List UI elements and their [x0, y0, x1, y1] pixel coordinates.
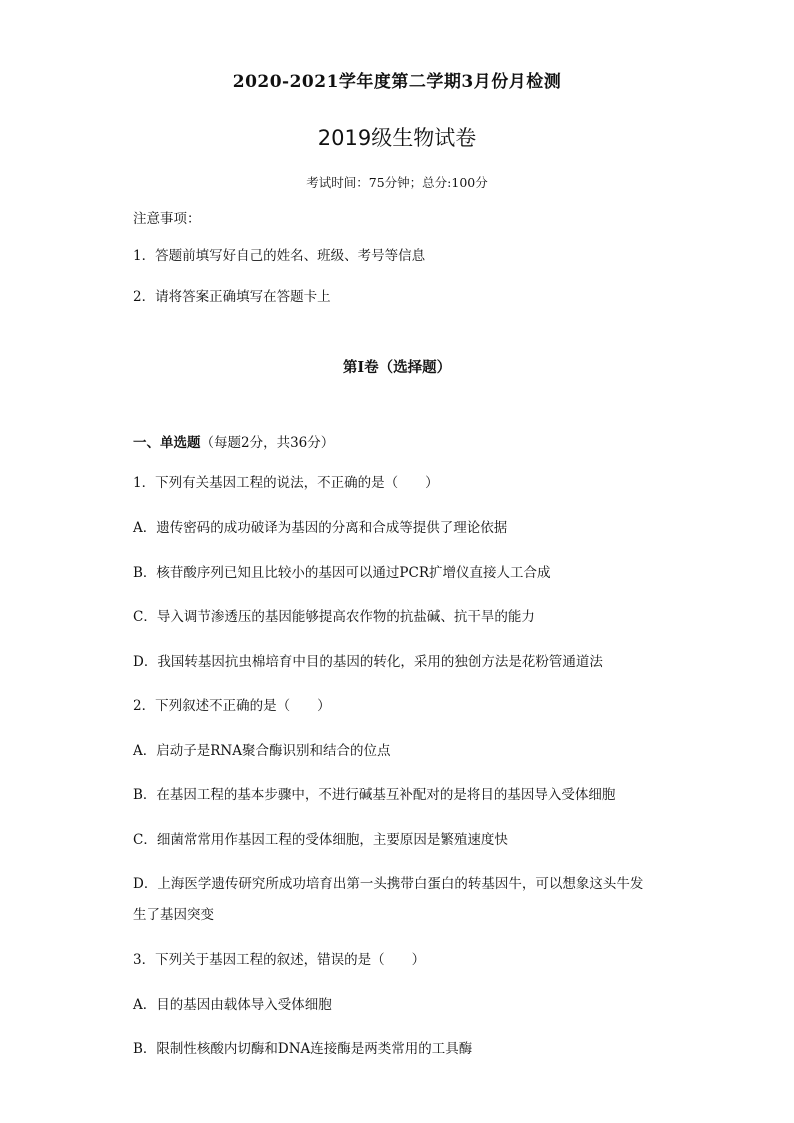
question-2-stem: 2．下列叙述不正确的是（ ） [133, 698, 331, 714]
question-1-option-c: C．导入调节渗透压的基因能够提高农作物的抗盐碱、抗干旱的能力 [133, 609, 535, 625]
question-2-option-c: C．细菌常常用作基因工程的受体细胞，主要原因是繁殖速度快 [133, 832, 508, 848]
exam-title: 2020-2021学年度第二学期3月份月检测 [232, 72, 562, 92]
section-heading [133, 434, 334, 452]
question-1-option-a: A．遗传密码的成功破译为基因的分离和合成等提供了理论依据 [133, 520, 508, 536]
section-heading-bold: 一、单选题 [133, 435, 201, 451]
question-2-option-b: B．在基因工程的基本步骤中，不进行碱基互补配对的是将目的基因导入受体细胞 [133, 787, 616, 803]
question-1-stem: 1．下列有关基因工程的说法，不正确的是（ ） [133, 475, 439, 491]
question-1-option-d: D．我国转基因抗虫棉培育中目的基因的转化，采用的独创方法是花粉管通道法 [133, 654, 603, 670]
question-3-option-b: B．限制性核酸内切酶和DNA连接酶是两类常用的工具酶 [133, 1041, 473, 1057]
notice-heading: 注意事项： [133, 211, 201, 227]
question-1-option-b: B．核苷酸序列已知且比较小的基因可以通过PCR扩增仪直接人工合成 [133, 565, 551, 581]
question-3-stem: 3．下列关于基因工程的叙述，错误的是（ ） [133, 952, 426, 968]
question-2-option-a: A．启动子是RNA聚合酶识别和结合的位点 [133, 743, 391, 759]
question-2-option-d: D．上海医学遗传研究所成功培育出第一头携带白蛋白的转基因牛，可以想象这头牛发 [133, 876, 644, 892]
question-3-option-a: A．目的基因由载体导入受体细胞 [133, 997, 332, 1013]
exam-info: 考试时间：75分钟；总分:100分 [306, 175, 488, 190]
section-heading-rest: （每题2分，共36分） [200, 435, 335, 451]
exam-subtitle: 2019级生物试卷 [317, 126, 477, 150]
notice-item-2: 2．请将答案正确填写在答题卡上 [133, 289, 331, 305]
notice-item-1: 1．答题前填写好自己的姓名、班级、考号等信息 [133, 248, 426, 264]
question-2-option-d-cont: 生了基因突变 [133, 907, 214, 923]
part-title: 第I卷（选择题） [342, 359, 452, 376]
